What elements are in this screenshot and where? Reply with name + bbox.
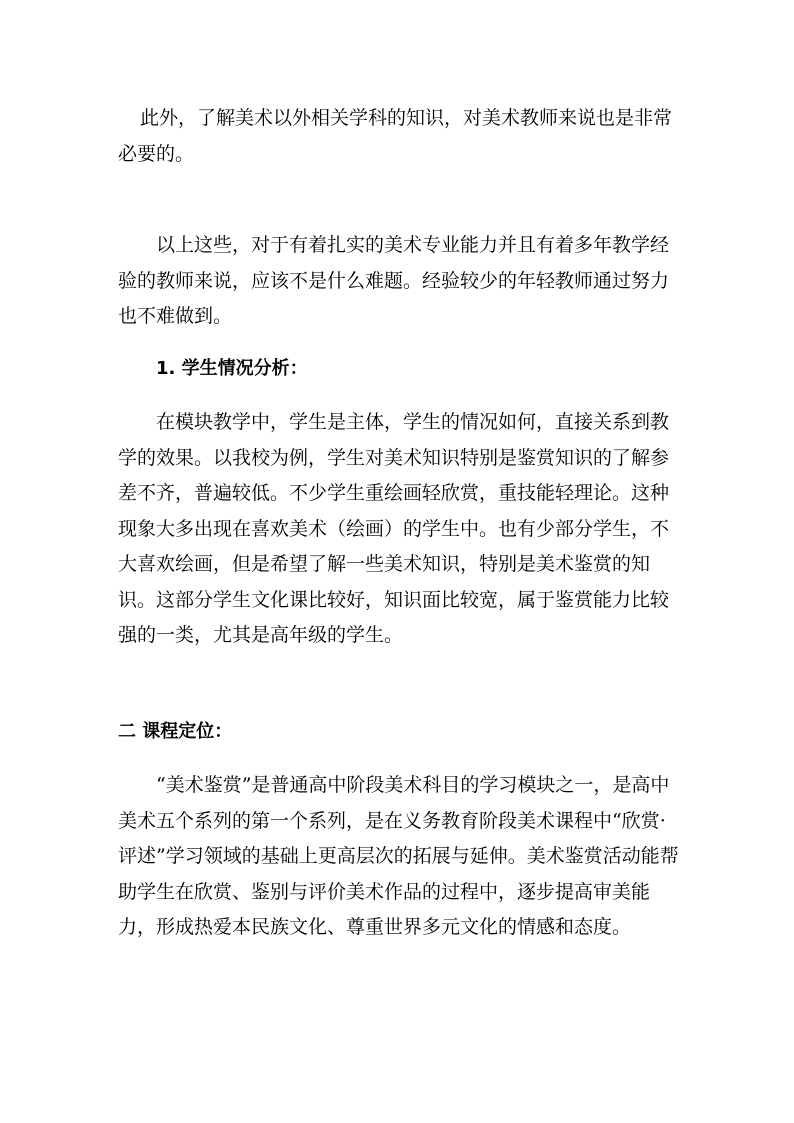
- heading-course-positioning: 二 课程定位：: [118, 721, 233, 742]
- paragraph-art-appreciation: “美术鉴赏”是普通高中阶段美术科目的学习模块之一，是高中美术五个系列的第一个系列，是在义务教育阶段美术课程中“欣赏·评述”学习领域的基础上更高层次的拓展与延伸。美术鉴赏活动能帮助学生在欣赏、鉴别与评价美术作品的过程中，逐步提高审美能力，形成热爱本民族文化、尊重世界多元文化的情感和态度。: [118, 774, 679, 938]
- paragraph-teacher-experience: 以上这些，对于有着扎实的美术专业能力并且有着多年教学经验的教师来说，应该不是什么难题。经验较少的年轻教师通过努力也不难做到。: [118, 234, 670, 327]
- paragraph-related-subjects: 此外，了解美术以外相关学科的知识，对美术教师来说也是非常必要的。: [118, 107, 673, 165]
- heading-student-analysis: 1. 学生情况分析：: [156, 358, 308, 379]
- paragraph-student-situation: 在模块教学中，学生是主体，学生的情况如何，直接关系到教学的效果。以我校为例，学生对美术知识特别是鉴赏知识的了解参差不齐，普遍较低。不少学生重绘画轻欣赏，重技能轻理论。这种现象大多出现在喜欢美术（绘画）的学生中。也有少部分学生，不大喜欢绘画，但是希望了解一些美术知识，特别是美术鉴赏的知识。这部分学生文化课比较好，知识面比较宽，属于鉴赏能力比较强的一类，尤其是高年级的学生。: [118, 411, 670, 646]
